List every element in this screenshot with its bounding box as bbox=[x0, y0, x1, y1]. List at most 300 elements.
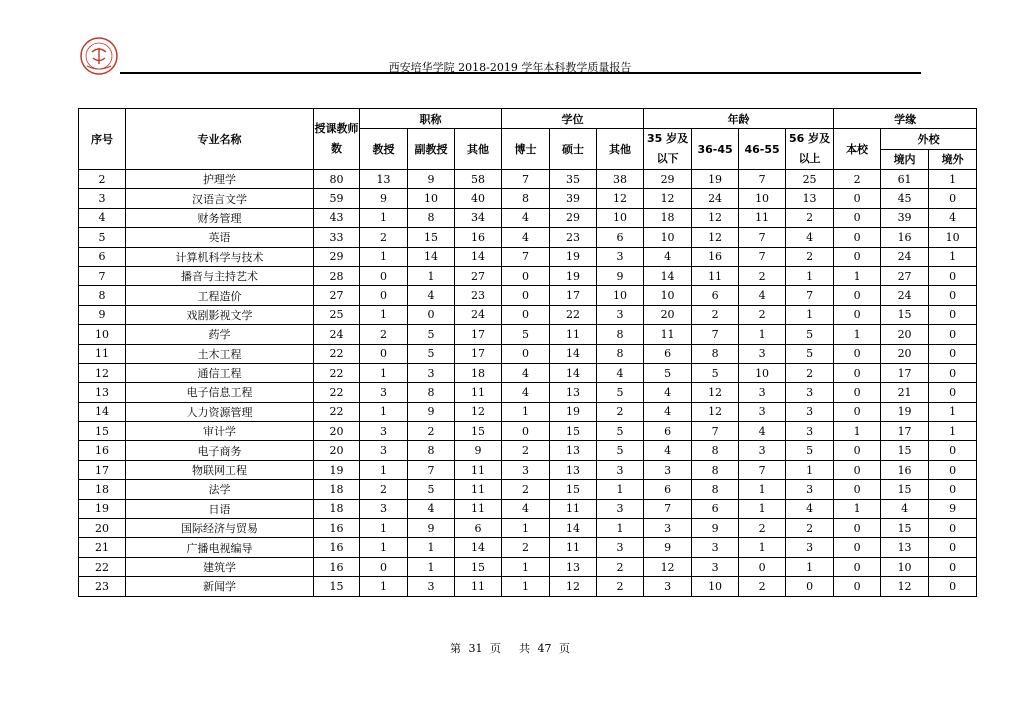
table-cell: 19 bbox=[550, 402, 597, 421]
table-cell: 0 bbox=[834, 519, 881, 538]
table-cell: 0 bbox=[834, 480, 881, 499]
table-cell: 16 bbox=[314, 538, 360, 557]
table-cell: 15 bbox=[881, 519, 929, 538]
table-cell: 1 bbox=[360, 247, 408, 266]
table-cell: 3 bbox=[408, 363, 455, 382]
header-age-under35: 35 岁及以下 bbox=[644, 129, 692, 170]
table-cell: 1 bbox=[929, 170, 977, 189]
table-cell: 4 bbox=[644, 383, 692, 402]
table-cell: 5 bbox=[408, 325, 455, 344]
table-cell: 1 bbox=[502, 577, 550, 596]
table-cell: 5 bbox=[786, 344, 834, 363]
table-cell: 5 bbox=[408, 480, 455, 499]
table-cell: 20 bbox=[314, 441, 360, 460]
table-cell: 20 bbox=[881, 325, 929, 344]
table-cell: 80 bbox=[314, 170, 360, 189]
table-cell: 13 bbox=[550, 383, 597, 402]
table-cell: 11 bbox=[455, 577, 502, 596]
table-cell: 27 bbox=[881, 266, 929, 285]
table-cell: 24 bbox=[881, 286, 929, 305]
table-cell: 2 bbox=[502, 538, 550, 557]
table-row bbox=[79, 189, 977, 208]
table-cell: 播音与主持艺术 bbox=[126, 266, 314, 285]
table-cell: 0 bbox=[929, 189, 977, 208]
table-cell: 24 bbox=[455, 305, 502, 324]
table-cell: 45 bbox=[881, 189, 929, 208]
table-cell: 16 bbox=[79, 441, 126, 460]
table-cell: 9 bbox=[408, 170, 455, 189]
table-cell: 3 bbox=[739, 441, 786, 460]
table-cell: 6 bbox=[79, 247, 126, 266]
table-cell: 18 bbox=[644, 208, 692, 227]
table-cell: 1 bbox=[929, 422, 977, 441]
table-cell: 1 bbox=[360, 538, 408, 557]
table-cell: 9 bbox=[408, 402, 455, 421]
table-cell: 18 bbox=[455, 363, 502, 382]
table-cell: 0 bbox=[929, 286, 977, 305]
table-cell: 15 bbox=[79, 422, 126, 441]
table-cell: 10 bbox=[739, 363, 786, 382]
table-cell: 34 bbox=[455, 208, 502, 227]
table-cell: 23 bbox=[79, 577, 126, 596]
table-cell: 15 bbox=[455, 422, 502, 441]
table-cell: 14 bbox=[79, 402, 126, 421]
table-cell: 2 bbox=[739, 577, 786, 596]
page-footer bbox=[380, 640, 640, 656]
table-cell: 英语 bbox=[126, 228, 314, 247]
table-cell: 5 bbox=[408, 344, 455, 363]
table-cell: 0 bbox=[929, 305, 977, 324]
table-cell: 5 bbox=[597, 441, 644, 460]
table-cell: 3 bbox=[597, 460, 644, 479]
table-row bbox=[79, 577, 977, 596]
table-cell: 0 bbox=[834, 383, 881, 402]
header-other-school: 外校 bbox=[881, 129, 977, 150]
table-cell: 11 bbox=[739, 208, 786, 227]
table-cell: 3 bbox=[360, 383, 408, 402]
table-row bbox=[79, 363, 977, 382]
table-cell: 58 bbox=[455, 170, 502, 189]
table-cell: 9 bbox=[929, 499, 977, 518]
table-cell: 2 bbox=[786, 208, 834, 227]
table-cell: 3 bbox=[360, 441, 408, 460]
table-cell: 1 bbox=[834, 266, 881, 285]
table-cell: 1 bbox=[786, 266, 834, 285]
table-cell: 23 bbox=[550, 228, 597, 247]
table-cell: 17 bbox=[881, 422, 929, 441]
header-title-group: 职称 bbox=[360, 109, 502, 129]
table-cell: 2 bbox=[692, 305, 739, 324]
table-cell: 16 bbox=[455, 228, 502, 247]
table-cell: 12 bbox=[550, 577, 597, 596]
header-degree-other: 其他 bbox=[597, 129, 644, 170]
table-cell: 11 bbox=[455, 499, 502, 518]
table-cell: 3 bbox=[786, 480, 834, 499]
table-cell: 5 bbox=[644, 363, 692, 382]
table-cell: 0 bbox=[408, 305, 455, 324]
table-cell: 16 bbox=[881, 460, 929, 479]
table-cell: 2 bbox=[502, 480, 550, 499]
table-cell: 12 bbox=[692, 208, 739, 227]
table-cell: 3 bbox=[786, 383, 834, 402]
table-cell: 7 bbox=[79, 266, 126, 285]
table-cell: 2 bbox=[597, 577, 644, 596]
table-cell: 12 bbox=[597, 189, 644, 208]
table-cell: 13 bbox=[881, 538, 929, 557]
table-cell: 1 bbox=[502, 402, 550, 421]
table-cell: 5 bbox=[597, 422, 644, 441]
table-cell: 0 bbox=[929, 557, 977, 576]
table-cell: 7 bbox=[408, 460, 455, 479]
table-cell: 4 bbox=[597, 363, 644, 382]
table-cell: 1 bbox=[786, 460, 834, 479]
table-cell: 16 bbox=[692, 247, 739, 266]
table-cell: 13 bbox=[786, 189, 834, 208]
table-cell: 10 bbox=[929, 228, 977, 247]
table-cell: 59 bbox=[314, 189, 360, 208]
table-cell: 0 bbox=[786, 577, 834, 596]
table-row bbox=[79, 228, 977, 247]
table-cell: 1 bbox=[360, 460, 408, 479]
table-cell: 8 bbox=[408, 383, 455, 402]
table-cell: 29 bbox=[314, 247, 360, 266]
table-cell: 22 bbox=[79, 557, 126, 576]
table-cell: 14 bbox=[550, 519, 597, 538]
table-cell: 1 bbox=[360, 577, 408, 596]
table-cell: 3 bbox=[739, 383, 786, 402]
table-row bbox=[79, 325, 977, 344]
table-cell: 1 bbox=[739, 499, 786, 518]
table-cell: 0 bbox=[834, 363, 881, 382]
table-cell: 17 bbox=[455, 344, 502, 363]
table-cell: 3 bbox=[786, 422, 834, 441]
table-cell: 6 bbox=[644, 480, 692, 499]
table-cell: 20 bbox=[314, 422, 360, 441]
table-cell: 11 bbox=[455, 480, 502, 499]
table-cell: 15 bbox=[408, 228, 455, 247]
header-origin-group: 学缘 bbox=[834, 109, 977, 129]
page-label-mid: 页 bbox=[490, 642, 501, 655]
table-cell: 5 bbox=[502, 325, 550, 344]
table-cell: 0 bbox=[834, 460, 881, 479]
header-assoc-professor: 副教授 bbox=[408, 129, 455, 170]
table-cell: 0 bbox=[929, 441, 977, 460]
table-cell: 12 bbox=[692, 402, 739, 421]
table-cell: 29 bbox=[644, 170, 692, 189]
table-cell: 6 bbox=[455, 519, 502, 538]
table-cell: 3 bbox=[692, 557, 739, 576]
table-cell: 2 bbox=[597, 402, 644, 421]
table-cell: 物联网工程 bbox=[126, 460, 314, 479]
table-cell: 2 bbox=[502, 441, 550, 460]
table-cell: 3 bbox=[360, 422, 408, 441]
table-cell: 2 bbox=[739, 266, 786, 285]
table-cell: 0 bbox=[834, 538, 881, 557]
header-master: 硕士 bbox=[550, 129, 597, 170]
table-cell: 电子信息工程 bbox=[126, 383, 314, 402]
table-cell: 21 bbox=[881, 383, 929, 402]
table-cell: 戏剧影视文学 bbox=[126, 305, 314, 324]
table-cell: 17 bbox=[455, 325, 502, 344]
table-cell: 19 bbox=[314, 460, 360, 479]
table-cell: 4 bbox=[502, 499, 550, 518]
table-cell: 4 bbox=[929, 208, 977, 227]
table-cell: 4 bbox=[786, 499, 834, 518]
table-cell: 16 bbox=[314, 519, 360, 538]
table-cell: 7 bbox=[739, 247, 786, 266]
table-cell: 0 bbox=[929, 480, 977, 499]
table-cell: 审计学 bbox=[126, 422, 314, 441]
table-cell: 4 bbox=[644, 441, 692, 460]
table-cell: 3 bbox=[597, 247, 644, 266]
table-cell: 0 bbox=[929, 577, 977, 596]
table-cell: 25 bbox=[314, 305, 360, 324]
table-cell: 3 bbox=[360, 499, 408, 518]
table-cell: 7 bbox=[692, 325, 739, 344]
table-cell: 9 bbox=[455, 441, 502, 460]
table-cell: 10 bbox=[597, 208, 644, 227]
table-cell: 1 bbox=[408, 538, 455, 557]
table-cell: 3 bbox=[597, 538, 644, 557]
table-cell: 9 bbox=[79, 305, 126, 324]
table-cell: 12 bbox=[455, 402, 502, 421]
table-cell: 4 bbox=[739, 286, 786, 305]
table-cell: 0 bbox=[360, 266, 408, 285]
table-cell: 8 bbox=[692, 460, 739, 479]
report-header-title: 西安培华学院 2018-2019 学年本科教学质量报告 bbox=[388, 61, 632, 74]
table-cell: 1 bbox=[502, 519, 550, 538]
table-row bbox=[79, 460, 977, 479]
header-age-46-55: 46-55 bbox=[739, 129, 786, 170]
table-row bbox=[79, 266, 977, 285]
table-cell: 工程造价 bbox=[126, 286, 314, 305]
table-row bbox=[79, 402, 977, 421]
table-cell: 4 bbox=[644, 247, 692, 266]
table-cell: 1 bbox=[834, 325, 881, 344]
table-row bbox=[79, 538, 977, 557]
table-cell: 0 bbox=[834, 557, 881, 576]
table-cell: 0 bbox=[502, 305, 550, 324]
table-cell: 40 bbox=[455, 189, 502, 208]
table-row bbox=[79, 422, 977, 441]
table-cell: 10 bbox=[739, 189, 786, 208]
table-cell: 17 bbox=[79, 460, 126, 479]
table-cell: 0 bbox=[834, 441, 881, 460]
table-cell: 27 bbox=[314, 286, 360, 305]
table-cell: 护理学 bbox=[126, 170, 314, 189]
table-cell: 3 bbox=[502, 460, 550, 479]
table-cell: 9 bbox=[644, 538, 692, 557]
table-cell: 38 bbox=[597, 170, 644, 189]
table-cell: 14 bbox=[644, 266, 692, 285]
faculty-table bbox=[78, 108, 977, 597]
header-age-group: 年龄 bbox=[644, 109, 834, 129]
table-cell: 1 bbox=[360, 208, 408, 227]
table-cell: 0 bbox=[929, 519, 977, 538]
table-cell: 0 bbox=[502, 344, 550, 363]
table-cell: 0 bbox=[834, 208, 881, 227]
table-cell: 2 bbox=[360, 228, 408, 247]
school-seal-icon bbox=[79, 36, 119, 76]
table-cell: 11 bbox=[455, 460, 502, 479]
table-cell: 10 bbox=[597, 286, 644, 305]
table-cell: 5 bbox=[597, 383, 644, 402]
table-cell: 19 bbox=[79, 499, 126, 518]
table-cell: 11 bbox=[550, 325, 597, 344]
table-cell: 3 bbox=[597, 305, 644, 324]
table-cell: 9 bbox=[360, 189, 408, 208]
page-number: 31 bbox=[468, 642, 483, 655]
table-cell: 8 bbox=[79, 286, 126, 305]
table-cell: 22 bbox=[314, 363, 360, 382]
table-cell: 1 bbox=[597, 519, 644, 538]
table-cell: 1 bbox=[408, 557, 455, 576]
table-cell: 3 bbox=[644, 460, 692, 479]
header-professor: 教授 bbox=[360, 129, 408, 170]
table-cell: 10 bbox=[644, 286, 692, 305]
table-cell: 3 bbox=[786, 538, 834, 557]
table-cell: 1 bbox=[834, 422, 881, 441]
table-cell: 10 bbox=[881, 557, 929, 576]
header-phd: 博士 bbox=[502, 129, 550, 170]
table-cell: 0 bbox=[739, 557, 786, 576]
table-cell: 9 bbox=[692, 519, 739, 538]
table-cell: 3 bbox=[644, 577, 692, 596]
table-cell: 6 bbox=[644, 344, 692, 363]
table-cell: 8 bbox=[597, 325, 644, 344]
table-cell: 2 bbox=[786, 247, 834, 266]
table-cell: 1 bbox=[360, 305, 408, 324]
table-cell: 1 bbox=[739, 325, 786, 344]
table-cell: 19 bbox=[550, 266, 597, 285]
table-cell: 1 bbox=[786, 305, 834, 324]
table-cell: 日语 bbox=[126, 499, 314, 518]
table-cell: 8 bbox=[692, 480, 739, 499]
table-cell: 8 bbox=[408, 208, 455, 227]
table-cell: 电子商务 bbox=[126, 441, 314, 460]
table-cell: 0 bbox=[929, 344, 977, 363]
table-cell: 5 bbox=[79, 228, 126, 247]
table-cell: 0 bbox=[929, 266, 977, 285]
table-cell: 15 bbox=[550, 480, 597, 499]
table-cell: 10 bbox=[644, 228, 692, 247]
table-cell: 39 bbox=[881, 208, 929, 227]
table-cell: 2 bbox=[739, 305, 786, 324]
table-cell: 18 bbox=[314, 480, 360, 499]
table-cell: 27 bbox=[455, 266, 502, 285]
table-cell: 3 bbox=[739, 402, 786, 421]
table-cell: 21 bbox=[79, 538, 126, 557]
table-cell: 3 bbox=[597, 499, 644, 518]
table-cell: 0 bbox=[834, 305, 881, 324]
table-cell: 14 bbox=[455, 538, 502, 557]
table-cell: 14 bbox=[550, 363, 597, 382]
table-cell: 0 bbox=[929, 460, 977, 479]
table-cell: 39 bbox=[550, 189, 597, 208]
table-cell: 1 bbox=[502, 557, 550, 576]
table-cell: 2 bbox=[739, 519, 786, 538]
table-cell: 15 bbox=[881, 305, 929, 324]
table-cell: 14 bbox=[408, 247, 455, 266]
table-row bbox=[79, 208, 977, 227]
table-cell: 计算机科学与技术 bbox=[126, 247, 314, 266]
table-cell: 0 bbox=[834, 344, 881, 363]
table-cell: 1 bbox=[929, 247, 977, 266]
table-cell: 5 bbox=[786, 441, 834, 460]
table-cell: 16 bbox=[881, 228, 929, 247]
table-cell: 财务管理 bbox=[126, 208, 314, 227]
table-cell: 15 bbox=[550, 422, 597, 441]
table-cell: 14 bbox=[550, 344, 597, 363]
table-cell: 1 bbox=[360, 402, 408, 421]
table-cell: 13 bbox=[550, 557, 597, 576]
table-cell: 4 bbox=[502, 208, 550, 227]
table-row bbox=[79, 170, 977, 189]
table-cell: 24 bbox=[692, 189, 739, 208]
header-degree-group: 学位 bbox=[502, 109, 644, 129]
table-cell: 4 bbox=[408, 499, 455, 518]
table-cell: 4 bbox=[502, 228, 550, 247]
table-cell: 6 bbox=[597, 228, 644, 247]
table-row bbox=[79, 344, 977, 363]
table-cell: 28 bbox=[314, 266, 360, 285]
table-cell: 43 bbox=[314, 208, 360, 227]
table-cell: 2 bbox=[360, 325, 408, 344]
table-cell: 1 bbox=[360, 363, 408, 382]
header-domestic: 境内 bbox=[881, 149, 929, 170]
table-cell: 12 bbox=[79, 363, 126, 382]
table-cell: 19 bbox=[692, 170, 739, 189]
table-cell: 11 bbox=[79, 344, 126, 363]
table-cell: 4 bbox=[739, 422, 786, 441]
table-cell: 5 bbox=[786, 325, 834, 344]
table-cell: 22 bbox=[550, 305, 597, 324]
table-cell: 13 bbox=[550, 441, 597, 460]
total-label-pre: 共 bbox=[519, 642, 530, 655]
table-cell: 19 bbox=[550, 247, 597, 266]
header-home-school: 本校 bbox=[834, 129, 881, 170]
table-cell: 12 bbox=[881, 577, 929, 596]
table-row bbox=[79, 499, 977, 518]
table-cell: 0 bbox=[834, 286, 881, 305]
table-row bbox=[79, 557, 977, 576]
table-cell: 3 bbox=[408, 577, 455, 596]
table-cell: 12 bbox=[644, 557, 692, 576]
table-cell: 33 bbox=[314, 228, 360, 247]
table-cell: 11 bbox=[455, 383, 502, 402]
table-cell: 25 bbox=[786, 170, 834, 189]
header-divider bbox=[120, 72, 921, 74]
table-cell: 7 bbox=[786, 286, 834, 305]
table-cell: 15 bbox=[314, 577, 360, 596]
table-cell: 1 bbox=[834, 499, 881, 518]
table-cell: 10 bbox=[408, 189, 455, 208]
table-cell: 17 bbox=[550, 286, 597, 305]
table-cell: 0 bbox=[834, 247, 881, 266]
table-cell: 8 bbox=[597, 344, 644, 363]
table-cell: 15 bbox=[881, 441, 929, 460]
table-cell: 0 bbox=[834, 189, 881, 208]
table-cell: 8 bbox=[692, 441, 739, 460]
table-cell: 7 bbox=[739, 170, 786, 189]
header-title-other: 其他 bbox=[455, 129, 502, 170]
table-cell: 2 bbox=[786, 519, 834, 538]
table-cell: 建筑学 bbox=[126, 557, 314, 576]
table-cell: 6 bbox=[644, 422, 692, 441]
table-cell: 11 bbox=[550, 499, 597, 518]
table-cell: 4 bbox=[502, 383, 550, 402]
table-cell: 0 bbox=[360, 286, 408, 305]
